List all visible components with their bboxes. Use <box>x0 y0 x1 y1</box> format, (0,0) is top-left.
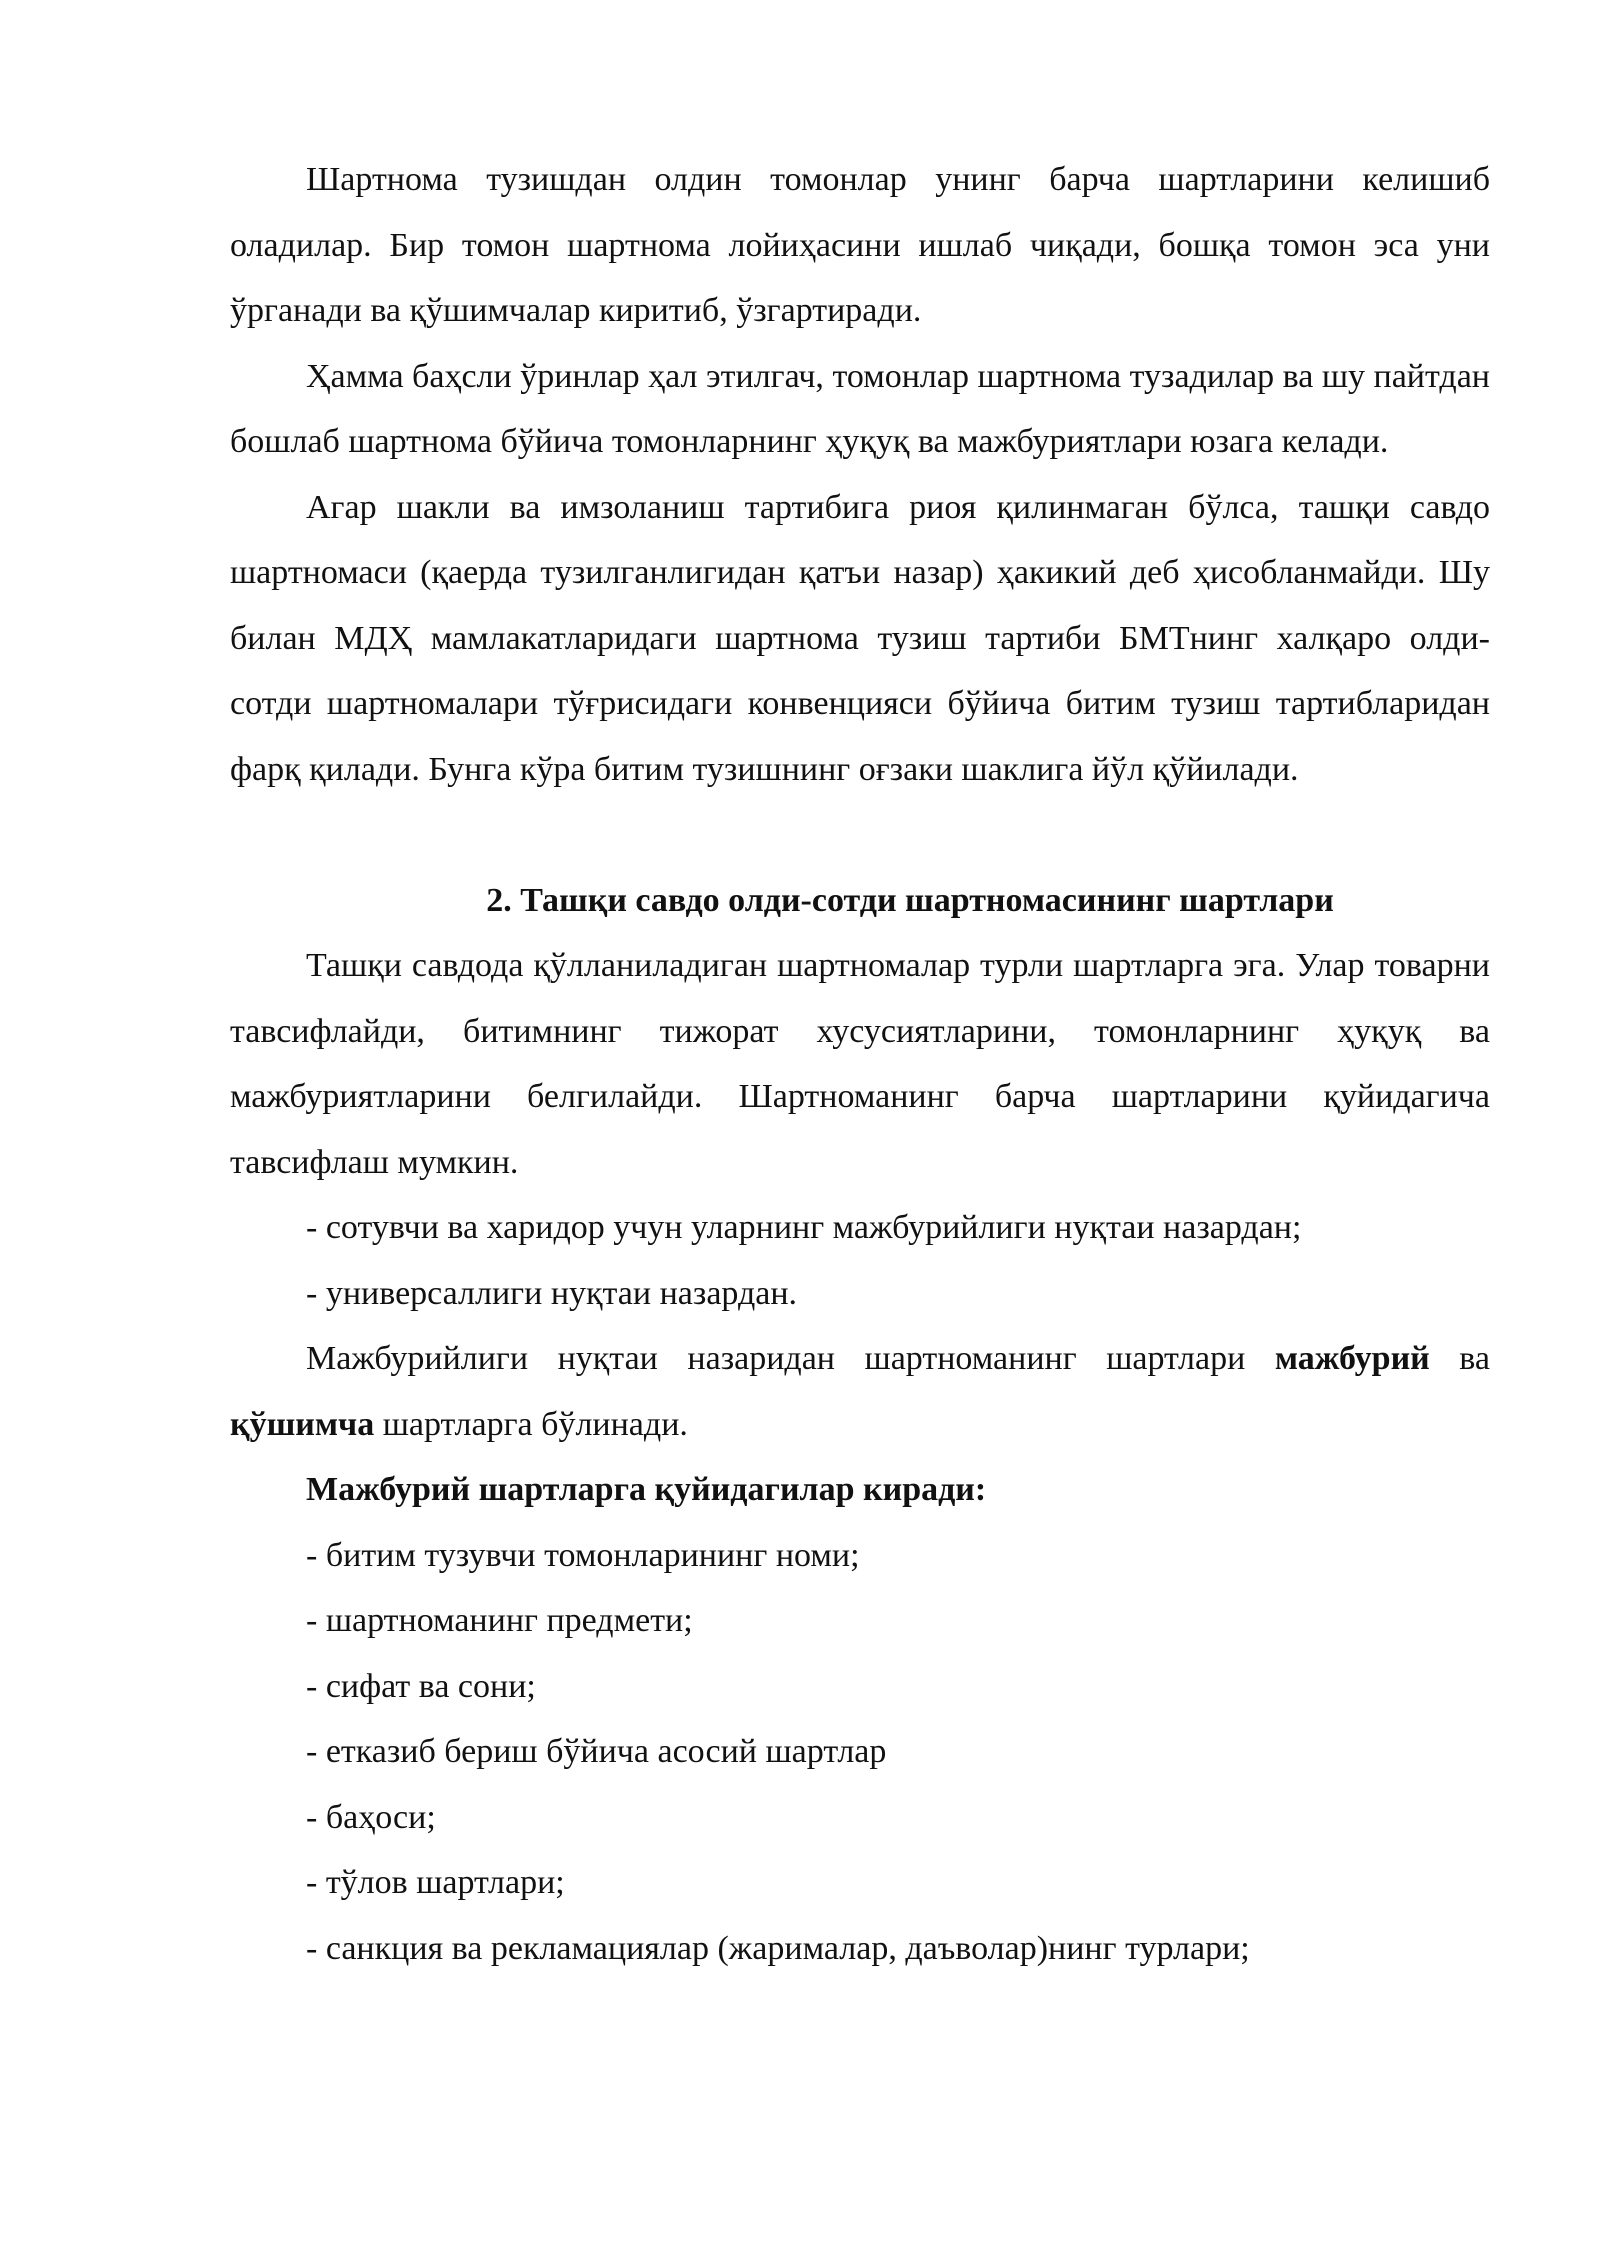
section-heading: 2. Ташқи савдо олди-сотди шартномасининг шартлари <box>486 881 1334 919</box>
document-page <box>230 147 1490 1981</box>
list-item: - тўлов шартлари; <box>306 1864 565 1901</box>
paragraph-5-text: шартларга бўлинади. <box>374 1405 688 1443</box>
paragraph-3: Агар шакли ва имзоланиш тартибига риоя қилинмаган бўлса, ташқи савдо шартномаси (қаерда тузилганлигидан қатъи назар) ҳакикий деб ҳисобланмайди. Шу билан МДҲ мамлакатларидаги шартнома тузиш тартиби БМТнинг халқаро олди-сотди шартномалари тўғрисидаги конвенцияси бўйича битим тузиш тартибларидан фарқ қилади. Бунга кўра битим тузишнинг оғзаки шаклига йўл қўйилади. <box>230 488 1490 788</box>
list-item: - санкция ва рекламациялар (жарималар, даъволар)нинг турлари; <box>306 1929 1250 1967</box>
bold-term-additional: қўшимча <box>230 1405 375 1443</box>
list-item: - универсаллиги нуқтаи назардан. <box>306 1274 798 1312</box>
paragraph-5-text: ва <box>1429 1340 1490 1377</box>
bold-term-mandatory: мажбурий <box>1274 1340 1430 1377</box>
paragraph-5-text: Мажбурийлиги нуқтаи назаридан шартноманинг шартлари <box>306 1340 1275 1377</box>
list-item: - шартноманинг предмети; <box>306 1602 693 1639</box>
list-item: - сотувчи ва харидор учун уларнинг мажбурийлиги нуқтаи назардан; <box>306 1209 1302 1246</box>
paragraph-5 <box>230 1326 1490 1457</box>
list-item: - баҳоси; <box>306 1798 436 1836</box>
list-item: - етказиб бериш бўйича асосий шартлар <box>306 1733 887 1770</box>
list-item: - битим тузувчи томонларининг номи; <box>306 1536 860 1574</box>
paragraph-1: Шартнома тузишдан олдин томонлар унинг барча шартларини келишиб оладилар. Бир томон шартнома лойиҳасини ишлаб чиқади, бошқа томон эса уни ўрганади ва қўшимчалар киритиб, ўзгартиради. <box>230 161 1490 329</box>
paragraph-2: Ҳамма баҳсли ўринлар ҳал этилгач, томонлар шартнома тузадилар ва шу пайтдан бошлаб шартнома бўйича томонларнинг ҳуқуқ ва мажбуриятлари юзага келади. <box>230 357 1490 460</box>
list-item: - сифат ва сони; <box>306 1667 536 1705</box>
mandatory-conditions-heading: Мажбурий шартларга қуйидагилар киради: <box>306 1471 987 1508</box>
paragraph-4: Ташқи савдода қўлланиладиган шартномалар турли шартларга эга. Улар товарни тавсифлайди, битимнинг тижорат хусусиятларини, томонларнинг ҳуқуқ ва мажбуриятларини белгилайди. Шартноманинг барча шартларини қуйидагича тавсифлаш мумкин. <box>230 947 1490 1181</box>
